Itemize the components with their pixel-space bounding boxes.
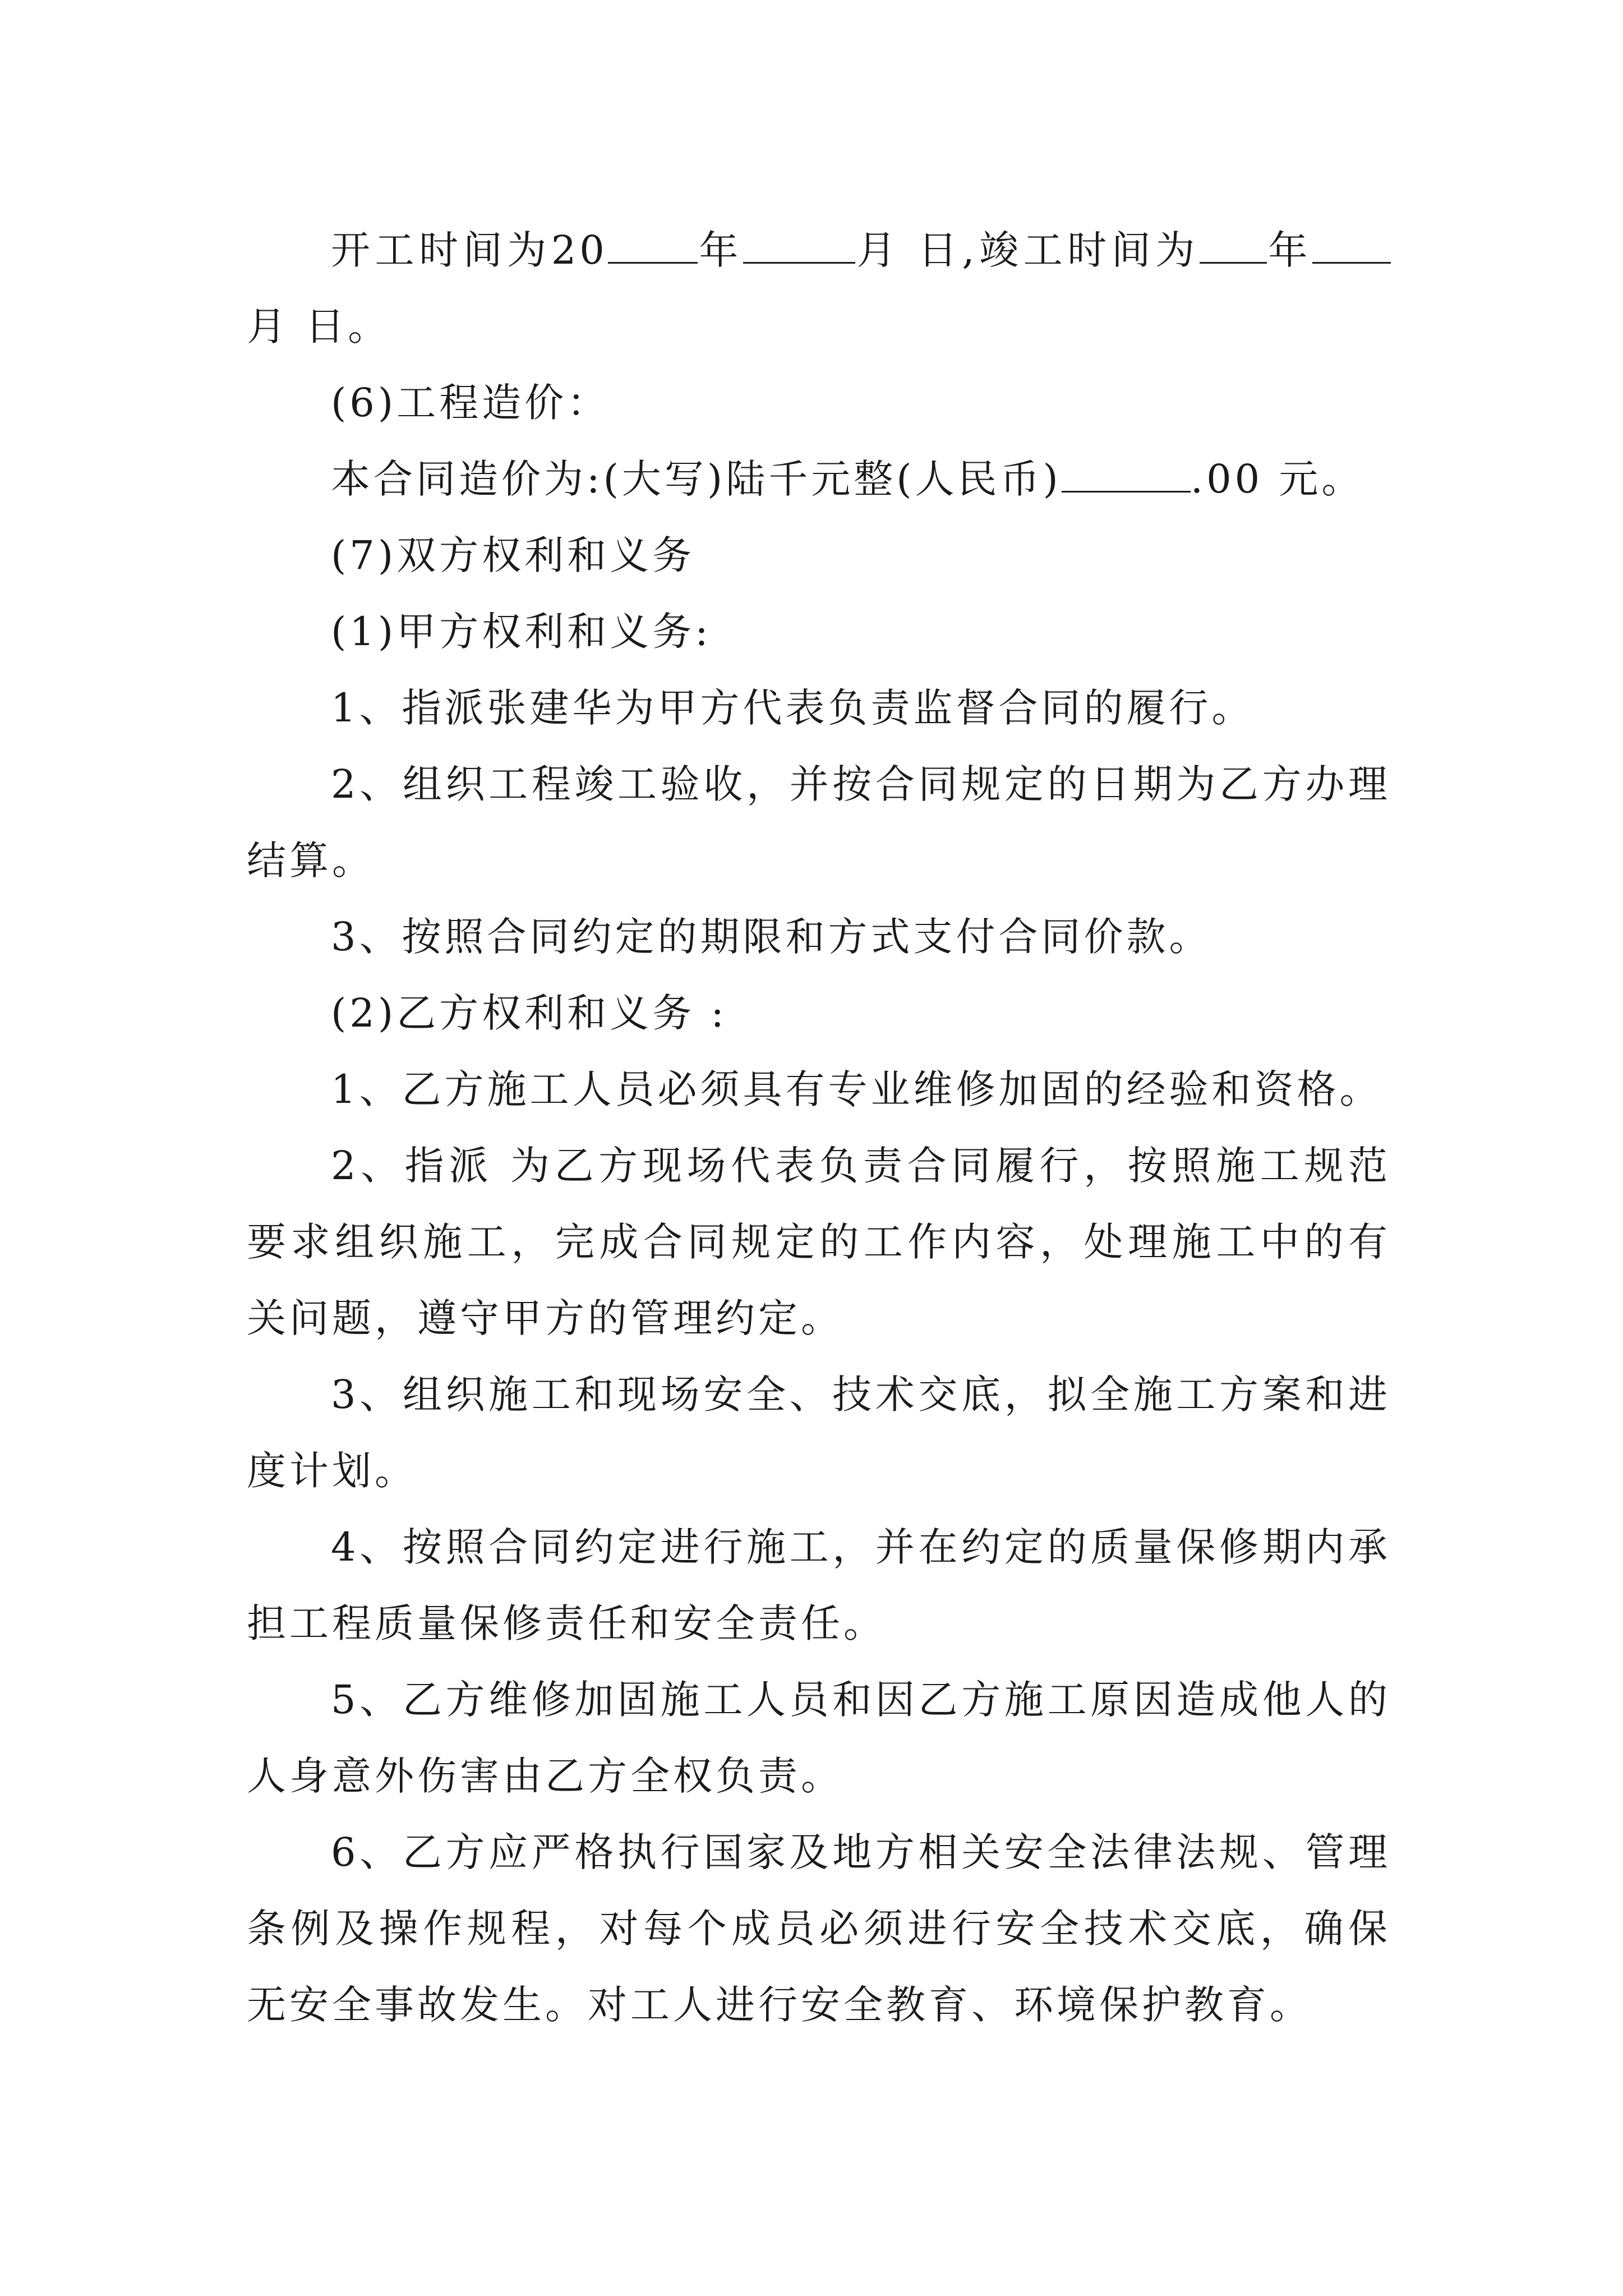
construction-time-text: 年 — [697, 227, 743, 273]
document-body — [247, 212, 1391, 2043]
construction-time-text: 月 日。 — [247, 303, 391, 349]
section-7-heading: (7)双方权利和义务 — [331, 532, 695, 578]
end-year-blank — [1200, 227, 1267, 264]
party-b-item: 4、按照合同约定进行施工，并在约定的质量保修期内承担工程质量保修责任和安全责任。 — [247, 1524, 1391, 1646]
party-b-item: 3、组织施工和现场安全、技术交底，拟全施工方案和进度计划。 — [247, 1372, 1391, 1494]
construction-time-text: 月 日,竣工时间为 — [855, 227, 1200, 273]
party-b-item: 1、乙方施工人员必须具有专业维修加固的经验和资格。 — [331, 1066, 1382, 1112]
contract-price-text: .00 元。 — [1190, 456, 1364, 502]
party-a-item: 3、按照合同约定的期限和方式支付合同价款。 — [331, 914, 1212, 960]
contract-price-text: 本合同造价为:(大写)陆千元整(人民币) — [331, 456, 1062, 502]
construction-time-text: 开工时间为20 — [331, 227, 608, 273]
party-b-item: 5、乙方维修加固施工人员和因乙方施工原因造成他人的人身意外伤害由乙方全权负责。 — [247, 1677, 1391, 1799]
party-a-item: 2、组织工程竣工验收，并按合同规定的日期为乙方办理结算。 — [247, 761, 1391, 884]
party-a-item: 1、指派张建华为甲方代表负责监督合同的履行。 — [331, 685, 1255, 731]
construction-time-paragraph — [247, 212, 1391, 365]
price-amount-blank — [1062, 456, 1191, 493]
start-year-blank — [608, 227, 698, 264]
end-month-blank — [1312, 227, 1391, 264]
section-6-heading: (6)工程造价： — [331, 380, 610, 426]
party-a-heading: (1)甲方权利和义务: — [331, 609, 712, 655]
contract-price-paragraph — [247, 441, 1391, 517]
construction-time-text: 年 — [1266, 227, 1313, 273]
party-b-heading: (2)乙方权利和义务 : — [331, 990, 727, 1036]
start-month-blank — [743, 227, 855, 264]
party-b-item: 6、乙方应严格执行国家及地方相关安全法律法规、管理条例及操作规程，对每个成员必须进行安全技术交底，确保无安全事故发生。对工人进行安全教育、环境保护教育。 — [247, 1829, 1391, 2028]
party-b-item: 2、指派 为乙方现场代表负责合同履行，按照施工规范要求组织施工，完成合同规定的工作内容，处理施工中的有关问题，遵守甲方的管理约定。 — [247, 1143, 1391, 1341]
